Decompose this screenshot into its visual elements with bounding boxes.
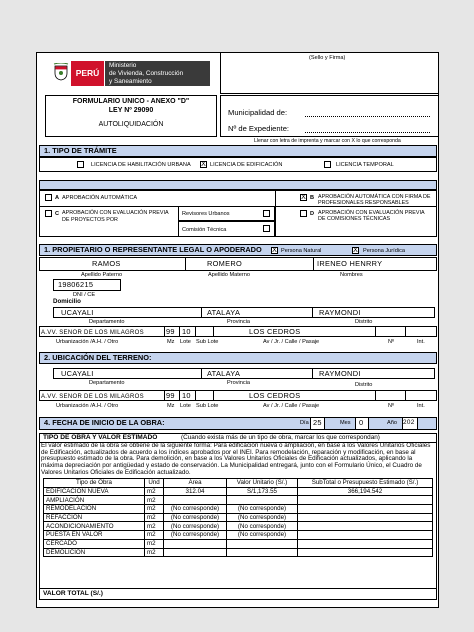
- form-subtitle: AUTOLIQUIDACIÓN: [98, 121, 164, 128]
- table-cell: m2: [145, 505, 164, 514]
- owner-no-label: Nº: [388, 339, 395, 345]
- col-und: Und: [145, 479, 164, 488]
- table-row: [44, 487, 433, 496]
- option-edificacion-label: LICENCIA DE EDIFICACIÓN: [210, 162, 283, 168]
- site-lote-label: Lote: [180, 403, 191, 409]
- table-cell[interactable]: [227, 548, 298, 557]
- site-sublote-label: Sub Lote: [196, 403, 219, 409]
- table-row: [44, 522, 433, 531]
- site-prov-label: Provincia: [227, 380, 251, 386]
- modalidad-a-letter: A: [55, 195, 60, 201]
- table-cell[interactable]: [164, 548, 227, 557]
- table-cell[interactable]: S/1,173.55: [227, 487, 298, 496]
- persona-natural-label: Persona Natural: [281, 248, 322, 254]
- nombres-value[interactable]: IRENEO HENRRY: [317, 259, 383, 268]
- table-cell[interactable]: (No corresponde): [227, 513, 298, 522]
- saddr-div-3: [195, 390, 196, 401]
- col-subtotal: SubTotal o Presupuesto Estimado (S/.): [298, 479, 433, 488]
- checkbox-habilitacion[interactable]: [77, 161, 84, 168]
- modalidad-a-label: APROBACIÓN AUTOMÁTICA: [62, 195, 138, 201]
- table-cell[interactable]: 366,194.542: [298, 487, 433, 496]
- owner-sublote-label: Sub Lote: [196, 339, 219, 345]
- table-cell: m2: [145, 513, 164, 522]
- table-cell: m2: [145, 548, 164, 557]
- table-cell[interactable]: [164, 539, 227, 548]
- saddr-div-5: [375, 390, 376, 401]
- names-divider-2: [313, 257, 314, 271]
- municipality-field[interactable]: [305, 116, 430, 117]
- addr-div-2: [179, 326, 180, 337]
- law-number: LEY Nº 29090: [108, 107, 154, 114]
- table-cell: m2: [145, 496, 164, 505]
- owner-lote-value[interactable]: 10: [182, 327, 191, 336]
- loc-divider-2: [312, 307, 313, 318]
- modalidad-b-letter: B: [310, 195, 315, 201]
- table-cell[interactable]: (No corresponde): [227, 505, 298, 514]
- site-urb-value[interactable]: A.VV. SEÑOR DE LOS MILAGROS: [41, 394, 144, 400]
- total-divider: [39, 588, 437, 589]
- modalidad-b-label: APROBACIÓN AUTOMÁTICA CON FIRMA DE PROFESIONALES RESPONSABLES: [318, 194, 431, 207]
- modalidad-header: [39, 180, 437, 190]
- section-tipo-tramite-header: 1. TIPO DE TRÁMITE: [39, 145, 437, 157]
- table-cell[interactable]: (No corresponde): [227, 531, 298, 540]
- ministry-line-3: y Saneamiento: [109, 77, 152, 85]
- section-owner-header: 1. PROPIETARIO O REPRESENTANTE LEGAL O APODERADO: [39, 244, 437, 256]
- modalidad-c-label: APROBACIÓN CON EVALUACIÓN PREVIA DE PROYECTOS POR: [62, 210, 169, 223]
- apellido-materno-value[interactable]: ROMERO: [207, 259, 243, 268]
- owner-mz-value[interactable]: 99: [166, 327, 175, 336]
- table-row: [44, 505, 433, 514]
- ministry-line-1: Ministerio: [109, 62, 137, 69]
- persona-juridica-label: Persona Jurídica: [363, 248, 405, 254]
- apellido-paterno-label: Apellido Paterno: [81, 272, 123, 278]
- table-row: [44, 531, 433, 540]
- works-paragraph: El valor estimado de la obra se obtiene de la siguiente forma: Para edificación nueva o ampliación, en base a los Valores Unitarios Oficiales de Edificación, actualizados de acuerdo a los índices aprobados por el INEI. Para remodelación, reparación y modificación, en base al presupuesto estimado de la obra. Para demolición, en base a los Valores Unitarios Oficiales de Edificación actualizados, aplicando la máxima depreciación por antigüedad y estado de conservación. La Municipalidad entregará, junto con el Formulario Único, el Cuadro de Valores Unitarios Oficiales de Edificación actualizado.: [41, 442, 431, 476]
- apellido-materno-label: Apellido Materno: [208, 272, 250, 278]
- site-dep-label: Departamento: [89, 380, 125, 386]
- site-no-label: Nº: [388, 403, 395, 409]
- section-fecha-header: 4. FECHA DE INICIO DE LA OBRA:: [39, 417, 437, 430]
- table-cell[interactable]: [298, 496, 433, 505]
- addr-div-4: [213, 326, 214, 337]
- table-cell: DEMOLICIÓN: [44, 548, 145, 557]
- site-int-label: Int.: [417, 403, 425, 409]
- names-divider-1: [185, 257, 186, 271]
- site-departamento-value[interactable]: UCAYALI: [61, 369, 94, 378]
- checkbox-modalidad-d[interactable]: [300, 210, 307, 217]
- dia-label: Día: [300, 420, 309, 426]
- works-title-note: (Cuando exista más de un tipo de obra, marcar los que correspondan): [181, 434, 380, 441]
- site-div-1: [201, 368, 202, 379]
- addr-div-1: [164, 326, 165, 337]
- ministry-line-2: de Vivienda, Construcción: [109, 69, 184, 77]
- owner-distrito-value[interactable]: RAYMONDI: [319, 308, 361, 317]
- mes-value: 0: [359, 418, 364, 427]
- table-row: [44, 539, 433, 548]
- site-mz-value[interactable]: 99: [166, 391, 175, 400]
- site-lote-value[interactable]: 10: [182, 391, 191, 400]
- site-av-label: Av / Jr. / Calle / Pasaje: [263, 403, 320, 409]
- table-cell[interactable]: (No corresponde): [227, 522, 298, 531]
- saddr-div-6: [405, 390, 406, 401]
- site-dist-label: Distrito: [355, 382, 373, 388]
- table-cell: REMODELACIÓN: [44, 505, 145, 514]
- owner-location-box: [53, 307, 435, 318]
- form-page: [36, 52, 439, 608]
- option-temporal-label: LICENCIA TEMPORAL: [336, 162, 394, 168]
- checkbox-modalidad-c[interactable]: [45, 210, 52, 217]
- site-mz-label: Mz: [167, 403, 175, 409]
- valor-total-label: VALOR TOTAL (S/.): [43, 590, 103, 597]
- stamp-label: (Sello y Firma): [309, 55, 346, 61]
- modalidad-d-letter: D: [310, 211, 315, 217]
- table-cell[interactable]: [298, 539, 433, 548]
- modalidad-vdivider: [275, 190, 276, 237]
- table-cell: EDIFICACIÓN NUEVA: [44, 487, 145, 496]
- col-valor: Valor Unitario (S/.): [227, 479, 298, 488]
- table-cell[interactable]: [227, 539, 298, 548]
- table-cell: m2: [145, 539, 164, 548]
- table-cell: CERCADO: [44, 539, 145, 548]
- table-cell[interactable]: [298, 548, 433, 557]
- mes-label: Mes: [340, 420, 351, 426]
- col-area: Área: [164, 479, 227, 488]
- option-habilitacion-label: LICENCIA DE HABILITACIÓN URBANA: [91, 162, 191, 168]
- table-row: [44, 513, 433, 522]
- addr-div-3: [195, 326, 196, 337]
- table-cell: REFACCIÓN: [44, 513, 145, 522]
- ano-value: 202: [403, 419, 415, 426]
- owner-urb-label: Urbanización /A.H. / Otro: [56, 339, 119, 345]
- site-provincia-value[interactable]: ATALAYA: [207, 369, 241, 378]
- dni-value: 19806215: [58, 280, 94, 289]
- nombres-label: Nombres: [340, 272, 363, 278]
- table-cell[interactable]: [164, 496, 227, 505]
- works-title: TIPO DE OBRA Y VALOR ESTIMADO: [43, 434, 158, 441]
- owner-lote-label: Lote: [180, 339, 191, 345]
- table-cell[interactable]: (No corresponde): [164, 531, 227, 540]
- table-cell[interactable]: (No corresponde): [164, 513, 227, 522]
- site-div-2: [312, 368, 313, 379]
- table-cell: m2: [145, 522, 164, 531]
- addr-div-5: [375, 326, 376, 337]
- works-table: [43, 478, 433, 557]
- apellido-paterno-value[interactable]: RAMOS: [92, 259, 121, 268]
- section-ubicacion-header: 2. UBICACIÓN DEL TERRENO:: [39, 352, 437, 364]
- table-row: [44, 496, 433, 505]
- modalidad-d-label: APROBACIÓN CON EVALUACIÓN PREVIA DE COMISIONES TÉCNICAS: [318, 210, 425, 223]
- expediente-field[interactable]: [305, 132, 430, 133]
- checkbox-modalidad-b[interactable]: X: [301, 194, 306, 201]
- owner-dist-label: Distrito: [355, 319, 373, 325]
- table-row: [44, 548, 433, 557]
- site-distrito-value[interactable]: RAYMONDI: [319, 369, 361, 378]
- loc-divider-1: [201, 307, 202, 318]
- dia-value: 25: [313, 418, 322, 427]
- checkbox-persona-natural[interactable]: X: [272, 247, 277, 254]
- table-cell[interactable]: [298, 513, 433, 522]
- saddr-div-1: [164, 390, 165, 401]
- table-cell[interactable]: [298, 505, 433, 514]
- peru-coat-of-arms-icon: [53, 63, 69, 81]
- table-cell: ACONDICIONAMIENTO: [44, 522, 145, 531]
- table-cell: AMPLIACIÓN: [44, 496, 145, 505]
- comision-label: Comisión Técnica: [182, 227, 227, 233]
- fill-note: Llenar con letra de imprenta y marcar con X lo que corresponda: [254, 138, 401, 144]
- owner-av-label: Av / Jr. / Calle / Pasaje: [263, 339, 320, 345]
- owner-int-label: Int.: [417, 339, 425, 345]
- owner-departamento-value[interactable]: UCAYALI: [61, 308, 94, 317]
- domicilio-label: Domicilio: [53, 298, 81, 305]
- table-cell: m2: [145, 487, 164, 496]
- owner-prov-label: Provincia: [227, 319, 251, 325]
- peru-label: PERÚ: [75, 68, 100, 78]
- owner-mz-label: Mz: [167, 339, 175, 345]
- table-cell: PUESTA EN VALOR: [44, 531, 145, 540]
- saddr-div-2: [179, 390, 180, 401]
- checkbox-comision[interactable]: [263, 225, 270, 232]
- table-cell[interactable]: 312.04: [164, 487, 227, 496]
- site-urb-label: Urbanización /A.H. / Otro: [56, 403, 119, 409]
- table-cell[interactable]: (No corresponde): [164, 505, 227, 514]
- ministry-logo: [105, 61, 210, 86]
- municipality-label: Municipalidad de:: [228, 108, 288, 117]
- checkbox-temporal[interactable]: [324, 161, 331, 168]
- revisores-label: Revisores Urbanos: [182, 211, 230, 217]
- owner-av-value[interactable]: LOS CEDROS: [249, 327, 301, 336]
- saddr-div-4: [213, 390, 214, 401]
- dni-label: DNI / CE: [73, 292, 96, 298]
- table-cell[interactable]: [298, 522, 433, 531]
- peru-logo: [71, 61, 104, 86]
- expediente-label: Nº de Expediente:: [228, 124, 290, 133]
- table-cell[interactable]: (No corresponde): [164, 522, 227, 531]
- owner-dep-label: Departamento: [89, 319, 125, 325]
- form-title: FORMULARIO UNICO - ANEXO "D": [72, 98, 190, 105]
- owner-urb-value[interactable]: A.VV. SEÑOR DE LOS MILAGROS: [41, 330, 144, 336]
- site-location-box: [53, 368, 435, 379]
- table-cell[interactable]: [298, 531, 433, 540]
- modalidad-c-letter: C: [55, 211, 60, 217]
- checkbox-revisores[interactable]: [263, 210, 270, 217]
- table-cell[interactable]: [227, 496, 298, 505]
- ano-label: Año: [387, 420, 397, 426]
- checkbox-edificacion[interactable]: X: [201, 161, 206, 168]
- col-tipo: Tipo de Obra: [44, 479, 145, 488]
- works-header-row: [44, 479, 433, 488]
- checkbox-persona-juridica[interactable]: X: [353, 247, 358, 254]
- owner-provincia-value[interactable]: ATALAYA: [207, 308, 241, 317]
- table-cell: m2: [145, 531, 164, 540]
- checkbox-modalidad-a[interactable]: [45, 194, 52, 201]
- addr-div-6: [405, 326, 406, 337]
- site-av-value[interactable]: LOS CEDROS: [249, 391, 301, 400]
